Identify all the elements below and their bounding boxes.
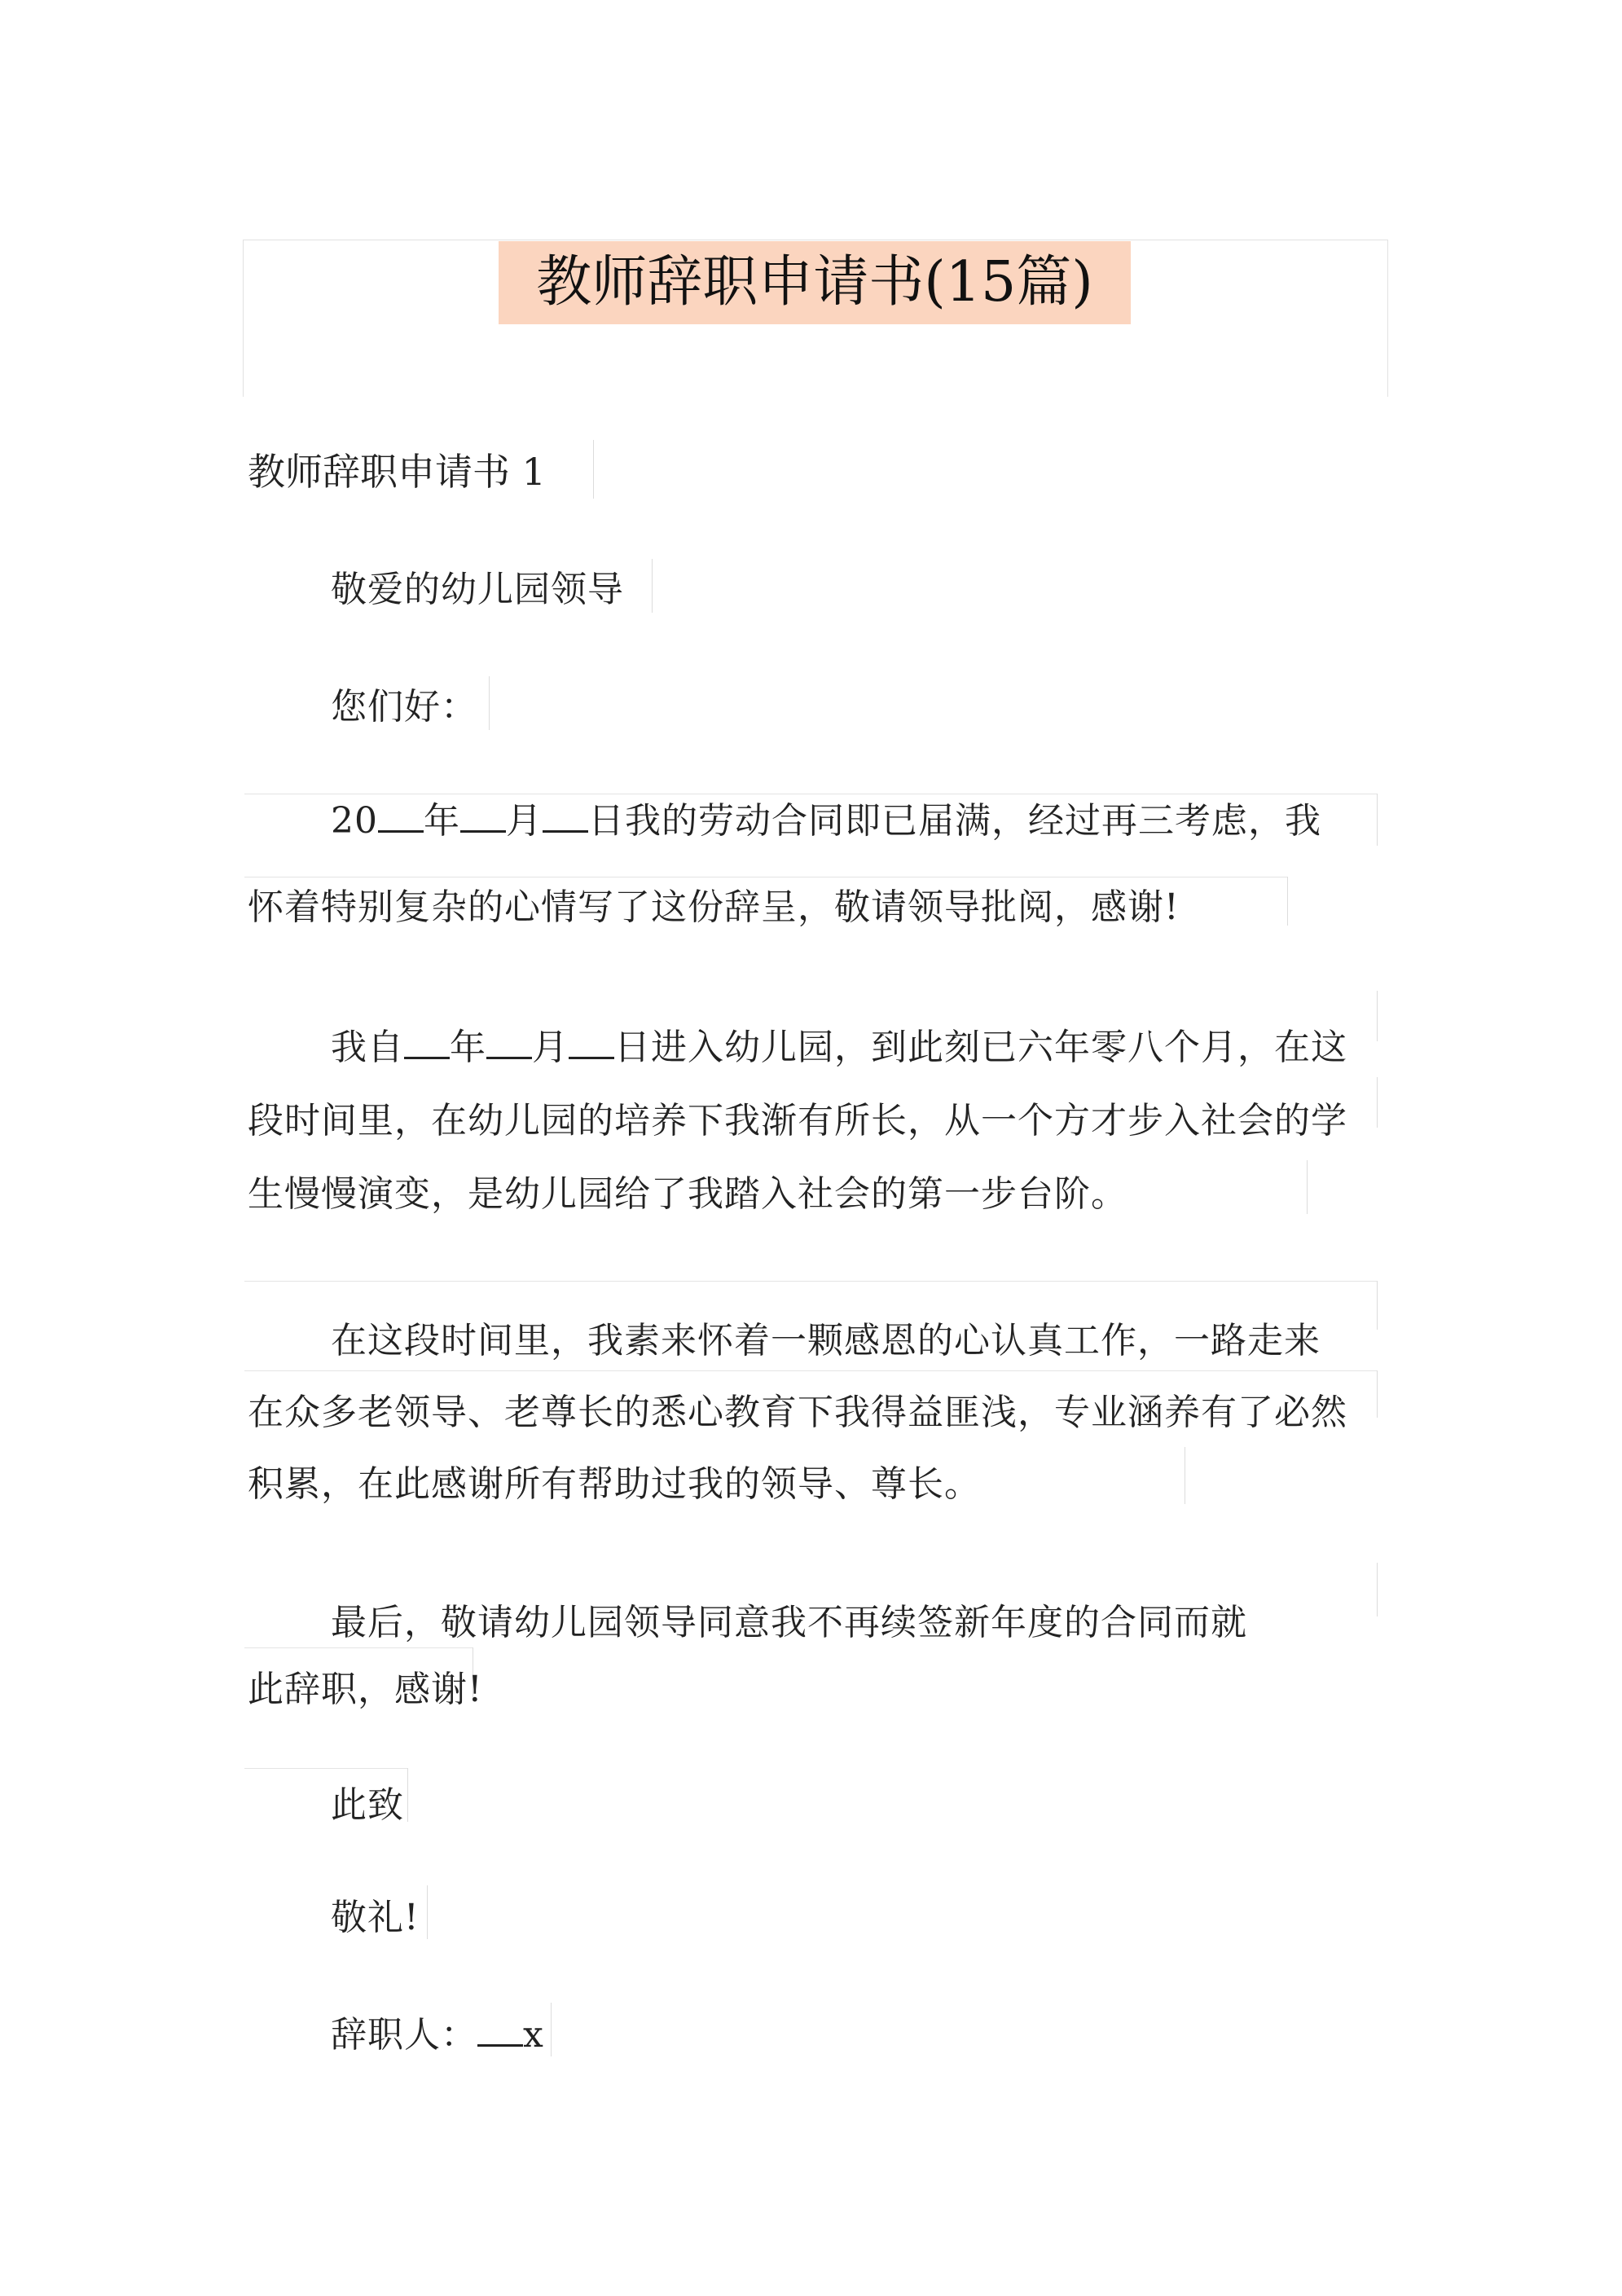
signature-value: x (523, 2014, 544, 2056)
paragraph1-line1 (331, 797, 1321, 846)
frame-rule (1377, 1281, 1378, 1330)
blank-field (543, 801, 588, 833)
frame-rule (244, 1768, 407, 1769)
p1-text-20: 20 (331, 800, 378, 842)
p2-text-month: 月 (532, 1027, 569, 1068)
blank-field (404, 1027, 450, 1059)
frame-rule (244, 1370, 1377, 1371)
paragraph2-line2: 段时间里，在幼儿园的培养下我渐有所长，从一个方才步入社会的学 (248, 1100, 1347, 1141)
frame-rule (1287, 877, 1288, 926)
frame-rule (1377, 1563, 1378, 1616)
frame-rule (593, 440, 594, 499)
p1-text-month: 月 (506, 800, 543, 842)
frame-rule (244, 1647, 473, 1648)
signature-label: 辞职人： (331, 2014, 477, 2056)
frame-rule (244, 1281, 1377, 1282)
blank-field (378, 801, 424, 833)
p2-text-pre: 我自 (331, 1027, 404, 1068)
frame-rule (1377, 794, 1378, 846)
paragraph3-line1: 在这段时间里，我素来怀着一颗感恩的心认真工作，一路走来 (331, 1320, 1321, 1361)
p2-text-year: 年 (450, 1027, 486, 1068)
paragraph4-line2: 此辞职，感谢! (248, 1669, 483, 1710)
frame-rule (652, 559, 653, 613)
blank-field (460, 801, 506, 833)
greeting: 您们好： (331, 686, 477, 728)
frame-rule (1377, 1370, 1378, 1418)
frame-rule (1307, 1160, 1308, 1214)
frame-rule (407, 1768, 408, 1822)
frame-rule (551, 2003, 552, 2056)
paragraph3-line3: 积累，在此感谢所有帮助过我的领导、尊长。 (248, 1463, 981, 1505)
paragraph3-line2: 在众多老领导、老尊长的悉心教育下我得益匪浅，专业涵养有了必然 (248, 1392, 1347, 1433)
blank-field (477, 2015, 523, 2047)
signature-line (331, 2011, 544, 2060)
frame-rule (489, 676, 490, 730)
blank-field (569, 1027, 614, 1059)
blank-field (486, 1027, 532, 1059)
closing-jingli: 敬礼! (331, 1897, 420, 1938)
document-title: 教师辞职申请书(15篇) (536, 250, 1093, 314)
paragraph1-line2: 怀着特别复杂的心情写了这份辞呈，敬请领导批阅，感谢! (248, 886, 1180, 928)
salutation: 敬爱的幼儿园领导 (331, 569, 624, 610)
frame-rule (427, 1885, 428, 1939)
paragraph4-line1: 最后，敬请幼儿园领导同意我不再续签新年度的合同而就 (331, 1602, 1247, 1643)
frame-rule (1377, 1077, 1378, 1128)
closing-cizhi: 此致 (331, 1784, 404, 1826)
paragraph2-line3: 生慢慢演变，是幼儿园给了我踏入社会的第一步台阶。 (248, 1173, 1127, 1215)
p1-text-rest: 日我的劳动合同即已届满，经过再三考虑，我 (588, 800, 1321, 842)
section-heading: 教师辞职申请书 1 (248, 450, 546, 494)
p2-text-rest: 日进入幼儿园，到此刻已六年零八个月，在这 (614, 1027, 1347, 1068)
p1-text-year: 年 (424, 800, 460, 842)
paragraph2-line1 (331, 1023, 1347, 1072)
frame-rule (1377, 991, 1378, 1041)
